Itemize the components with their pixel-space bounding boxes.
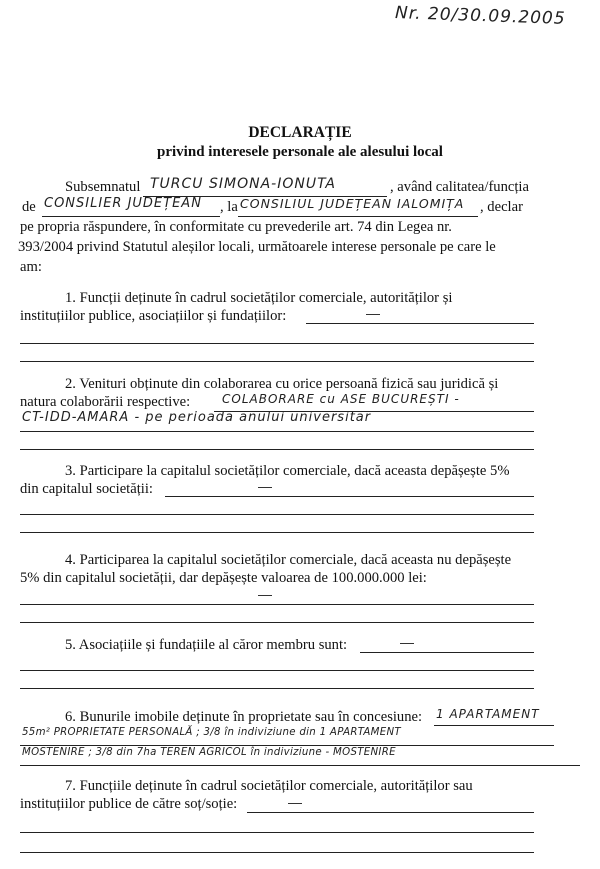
section2-answer-line3 xyxy=(20,449,534,450)
section3-answer-line1 xyxy=(165,496,534,497)
declarant-institution: CONSILIUL JUDEȚEAN IALOMIȚA xyxy=(240,196,465,211)
section3-text-line1: 3. Participare la capitalul societăților comerciale, dacă aceasta depășește 5% xyxy=(65,463,510,479)
section7-text-line2: instituțiilor publice de către soț/soție: xyxy=(20,796,238,812)
section4-answer-line2 xyxy=(20,622,534,623)
function-line xyxy=(42,216,220,217)
section5-dash xyxy=(400,643,414,644)
section4-answer-line1 xyxy=(20,604,534,605)
declarant-name: TURCU SIMONA-IONUTA xyxy=(150,176,336,192)
declarant-function: CONSILIER JUDEȚEAN xyxy=(44,196,202,211)
intro-subsemnatul: Subsemnatul xyxy=(65,179,141,195)
document-title: DECLARAȚIE xyxy=(248,124,352,141)
registration-number: Nr. 20/30.09.2005 xyxy=(394,3,566,29)
section7-answer-line2 xyxy=(20,832,534,833)
section5-text-line1: 5. Asociațiile și fundațiile al căror membru sunt: xyxy=(65,637,348,653)
section3-text-line2: din capitalul societății: xyxy=(20,481,153,497)
section6-answer-handwritten0: 1 APARTAMENT xyxy=(436,707,540,721)
section7-text-line1: 7. Funcțiile deținute în cadrul societăților comerciale, autorităților sau xyxy=(65,778,473,794)
section3-dash xyxy=(258,487,272,488)
section2-answer-handwritten1: COLABORARE cu ASE BUCUREȘTI - xyxy=(222,392,460,406)
section2-answer-handwritten2: CT-IDD-AMARA - pe perioada anului universitar xyxy=(22,410,372,425)
section4-text-line1: 4. Participarea la capitalul societăților comerciale, dacă aceasta nu depășește xyxy=(65,552,512,568)
section2-answer-line2 xyxy=(20,431,534,432)
section4-text-line2: 5% din capitalul societății, dar depășește valoarea de 100.000.000 lei: xyxy=(20,570,427,586)
section1-answer-line2 xyxy=(20,343,534,344)
institution-line xyxy=(238,216,478,217)
section1-answer-line3 xyxy=(20,361,534,362)
section2-text-line1: 2. Venituri obținute din colaborarea cu orice persoană fizică sau juridică și xyxy=(65,376,499,392)
section5-answer-line3 xyxy=(20,688,534,689)
intro-line5: am: xyxy=(20,259,42,275)
section6-text-line1: 6. Bunurile imobile deținute în proprietate sau în concesiune: xyxy=(65,709,423,725)
section1-text-line1: 1. Funcții deținute în cadrul societăților comerciale, autorităților și xyxy=(65,290,453,306)
section3-answer-line3 xyxy=(20,532,534,533)
intro-declar: , declar xyxy=(480,199,523,215)
section6-answer-line3 xyxy=(20,765,580,766)
section1-text-line2: instituțiilor publice, asociațiilor și fundațiilor: xyxy=(20,308,287,324)
section5-answer-line1 xyxy=(360,652,534,653)
section6-answer-line1 xyxy=(434,725,554,726)
section7-dash xyxy=(288,803,302,804)
intro-la: , la xyxy=(220,199,238,215)
section6-answer-line2 xyxy=(20,745,554,746)
section1-dash xyxy=(366,314,380,315)
section4-dash xyxy=(258,595,272,596)
intro-line3: pe propria răspundere, în conformitate cu prevederile art. 74 din Legea nr. xyxy=(20,219,452,235)
intro-calitatea: , având calitatea/funcția xyxy=(390,179,529,195)
section6-answer-handwritten2: MOSTENIRE ; 3/8 din 7ha TEREN AGRICOL în indiviziune - MOSTENIRE xyxy=(22,747,396,758)
document-subtitle: privind interesele personale ale alesului local xyxy=(157,144,443,160)
intro-de: de xyxy=(22,199,36,215)
section5-answer-line2 xyxy=(20,670,534,671)
section3-answer-line2 xyxy=(20,514,534,515)
intro-line4: 393/2004 privind Statutul aleșilor locali, următoarele interese personale pe care le xyxy=(18,239,496,255)
section7-answer-line3 xyxy=(20,852,534,853)
section6-answer-handwritten1: 55m² PROPRIETATE PERSONALĂ ; 3/8 în indiviziune din 1 APARTAMENT xyxy=(22,727,401,738)
section1-answer-line1 xyxy=(306,323,534,324)
section2-text-line2: natura colaborării respective: xyxy=(20,394,191,410)
section7-answer-line1 xyxy=(247,812,534,813)
